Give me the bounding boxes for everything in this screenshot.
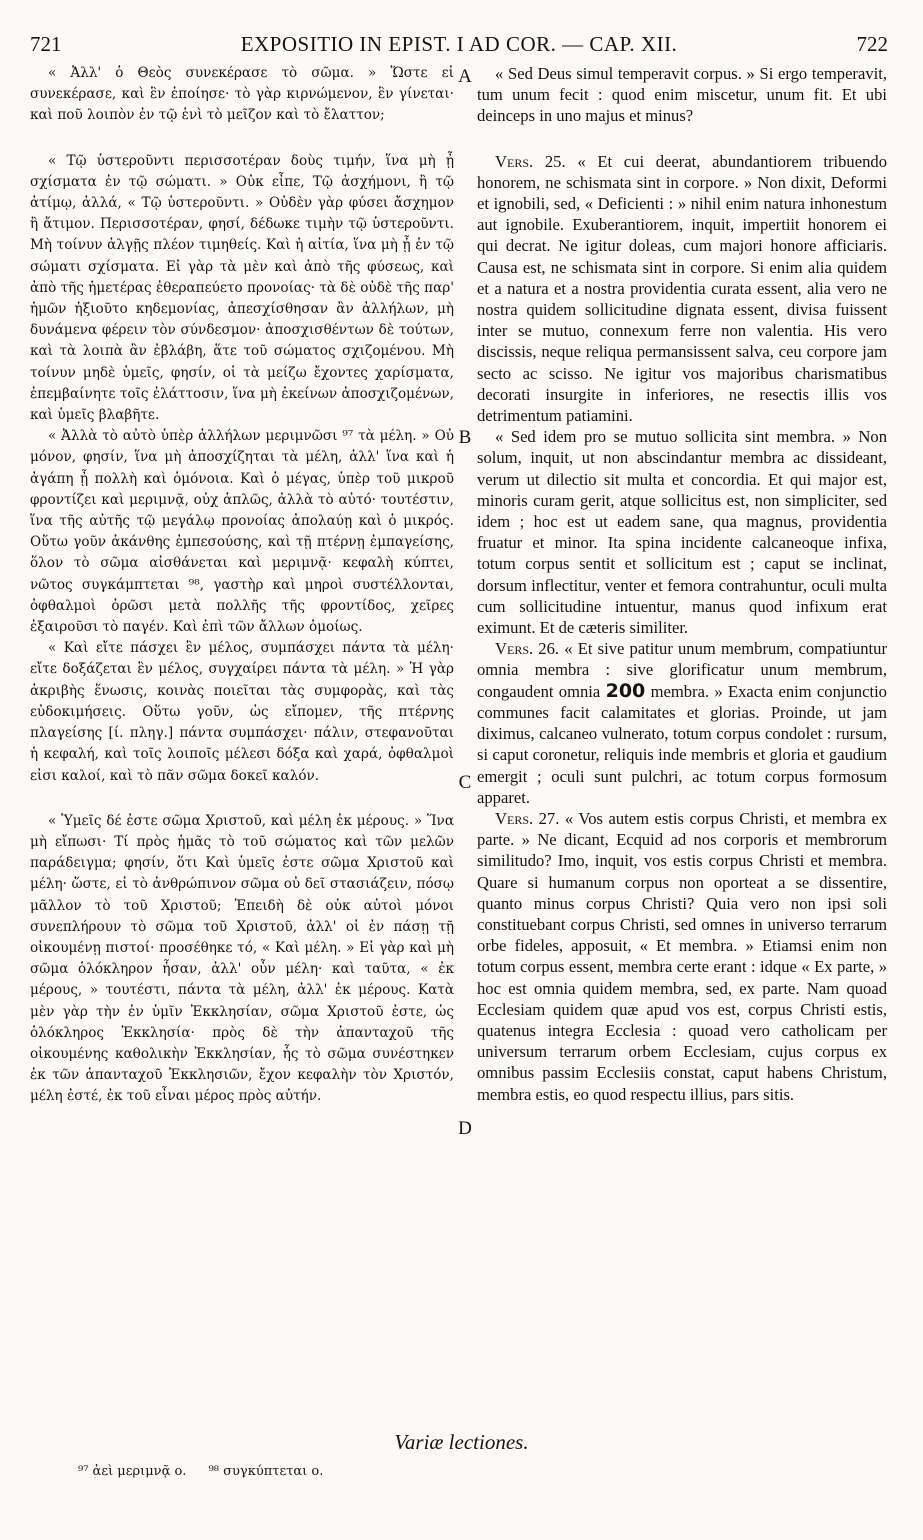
footnote-97: ⁹⁷ ἀεὶ μεριμνᾷ ο.	[78, 1464, 187, 1479]
latin-paragraph	[477, 426, 887, 638]
margin-letter-a: A	[458, 66, 472, 87]
latin-text: « Vos autem estis corpus Christi, et membra ex parte. » Ne dicant, Ecquid ad nos corporis et membrorum similitudo? Imo, inquit, vos estis corpus Christi et membra. Quare si humanum corpus non oporteat a se dissentire, quanto minus corpus Christi? Quia vero non ipsi soli constituebant corpus Christi, sed omnes in universo terrarum orbe fideles, apposuit, « Et membra. » Etiamsi enim non totum corpus essent, membra certe erant : idque « Ex parte, » hoc est omnia quidem membra, sed, ex parte. Nam quoad Ecclesiam quidem quæ apud vos est, corpus Christi estis, quatenus integra Ecclesia : quoad vero catholicam per universum terrarum orbem Ecclesiam, cujus corpus ex omnibus passim Ecclesiis constat, caput habens Christum, membra estis, eo quod respectu illius, pars sitis.	[477, 808, 887, 1104]
greek-paragraph: « Ὑμεῖς δέ ἐστε σῶμα Χριστοῦ, καὶ μέλη ἐκ μέρους. » Ἵνα μὴ εἴπωσι· Τί πρὸς ἡμᾶς τὸ τοῦ σώματος καὶ τῶν μελῶν παράδειγμα; φησίν, ὅτι Καὶ ὑμεῖς ἐστε σῶμα Χριστοῦ καὶ μέλη· ὥστε, εἰ τὸ ἀνθρώπινον σῶμα οὐ δεῖ στασιάζειν, πόσῳ μᾶλλον τὸ τοῦ Χριστοῦ; Ἐπειδὴ δὲ οὐκ αὐτοὶ μόνοι συνεπλήρουν τὸ σῶμα τοῦ Χριστοῦ, ἀλλ' οἱ ἐν πάσῃ τῇ οἰκουμένῃ πιστοί· προσέθηκε τό, « Καὶ μέλη. » Εἰ γὰρ καὶ μὴ σῶμα ὁλόκληρον ἦσαν, ἀλλ' οὖν μέλη· καὶ ταῦτα, « ἐκ μέρους, » τουτέστι, πάντα τὰ μέλη, ἀλλ' ἐκ μέρους. Κατὰ μὲν γὰρ τὴν ἐν ὑμῖν Ἐκκλησίαν, σῶμα Χριστοῦ ἐστε, ὡς ὁλόκληρος Ἐκκλησία· πρὸς δὲ τὴν ἁπανταχοῦ τῆς οἰκουμένης καθολικὴν Ἐκκλησίαν, ἧς τὸ σῶμα συνέστηκεν ἐκ τῶν ἁπανταχοῦ Ἐκκλησιῶν, ἔχον κεφαλὴν τὸν Χριστόν, μέλη ἐστέ, ἐκ τοῦ εἶναι μέρος πρὸς αὐτήν.	[30, 812, 454, 1105]
latin-text: « Sed Deus simul temperavit corpus. » Si ergo temperavit, tum unum fecit : quod enim miscetur, unum fit. Et ubi deinceps in uno majus et minus?	[477, 64, 887, 126]
latin-column	[477, 63, 887, 1423]
latin-text: « Et sive patitur unum membrum, compatiuntur omnia membra : sive glorificatur unum membrum, congaudent omnia	[477, 639, 887, 701]
latin-paragraph	[477, 63, 887, 127]
latin-text: « Et cui deerat, abundantiorem tribuendo honorem, ne schismata sint in corpore. » Non dixit, Deformi et ignobili, sed, « Deficienti : » nihil enim natura inhonestum aut ignobile. Exuberantiorem, inquit, impertiit honorem ei qui decrat. Ne igitur doleas, cum majori honore afficiaris. Causa est, ne schismata sint in corpore. Si enim alia quidem et a natura et a nostra providentia curata essent, alia vero ne nostra quidem sollicitudine dignata essent, divisa fuissent inter se mutuo, connexum ferre non valentia. His vero discissis, neque reliqua permansissent salva, ceu corpore jam secto ac scisso. Ne igitur vos majoribus charismatibus decorati insurgite in inferiores, ne resectis illis vos detrimentum patiamini.	[477, 151, 887, 426]
verse-label: Vers. 25.	[495, 151, 566, 171]
greek-column	[30, 63, 454, 1423]
verse-label: Vers. 27.	[495, 808, 560, 828]
latin-text: « Sed idem pro se mutuo sollicita sint membra. » Non solum, inquit, ut non abscindantur membra ac dissideant, verum ut dilectio sit multa et concordia. Et qui major est, minoris curam gerit, atque sollicitus est, non simpliciter, sed idem ; hoc est ut eadem sane, qua magnus, providentia fruatur et minor. Ita spina incidente calcaneoque infixa, totum corpus sentit et sollicitum est ; caput se inclinat, dorsum inflectitur, venter et femora contrahuntur, oculi multa cum sollicitudine intuentur, manus quod infixum erat eximunt. Et de cæteris similiter.	[477, 427, 887, 638]
page-number-right: 722	[856, 32, 888, 56]
margin-letter-b: B	[458, 427, 472, 448]
latin-paragraph	[477, 151, 887, 427]
greek-paragraph: « Ἀλλ' ὁ Θεὸς συνεκέρασε τὸ σῶμα. » Ὥστε εἰ συνεκέρασε, καὶ ἓν ἐποίησε· τὸ γὰρ κιρνώμενον, ἓν γίνεται· καὶ ποῦ λοιπὸν ἐν τῷ ἑνὶ τὸ μεῖζον καὶ τὸ ἔλαττον;	[30, 65, 454, 124]
variae-lectiones-heading: Variæ lectiones.	[394, 1430, 529, 1454]
footnotes	[78, 1464, 341, 1479]
page-mark: 200	[605, 679, 646, 702]
margin-letter-d: D	[458, 1118, 472, 1139]
greek-paragraph: « Καὶ εἴτε πάσχει ἓν μέλος, συμπάσχει πάντα τὰ μέλη· εἴτε δοξάζεται ἓν μέλος, συγχαίρει πάντα τὰ μέλη. » Ἡ γὰρ ἀκριβὴς ἕνωσις, κοινὰς ποιεῖται τὰς συμφορὰς, καὶ τὰς εὐδοκιμήσεις. Οὕτω γοῦν, ὡς εἴπομεν, τῆς πτέρνης πλαγείσης [ί. πληγ.] πάντα συμπάσχει· πάλιν, στεφανοῦται ἡ κεφαλή, καὶ τοῖς λοιποῖς μέλεσι δόξα καὶ χαρά, ὀφθαλμοὶ εἰσι καλοί, καὶ τὸ πᾶν σῶμα δοκεῖ καλόν.	[30, 640, 454, 784]
latin-paragraph	[477, 808, 887, 1105]
latin-text: membra. » Exacta enim conjunctio communes facit calamitates et glorias. Proinde, ut jam diximus, calcaneo vulnerato, totum corpus condolet : rursum, si caput coronetur, reliquis inde membris et gloria et gaudium emergit ; oculi sunt pulchri, ac totum corpus formosum apparet.	[477, 681, 887, 807]
verse-label: Vers. 26.	[495, 639, 560, 659]
margin-letter-c: C	[458, 772, 472, 793]
greek-paragraph: « Τῷ ὑστεροῦντι περισσοτέραν δοὺς τιμήν, ἵνα μὴ ᾖ σχίσματα ἐν τῷ σώματι. » Οὐκ εἶπε, Τῷ ἀσχήμονι, ἢ τῷ ἀτίμῳ, ἀλλά, « Τῷ ὑστεροῦντι. » Οὐδὲν γὰρ φύσει ἄσχημον ἢ ἄτιμον. Περισσοτέραν, φησί, δέδωκε τιμὴν τῷ ὑστεροῦντι. Μὴ τοίνυν ἀλγῇς πλέον τιμηθείς. Καὶ ἡ αἰτία, ἵνα μὴ ᾖ ἐν τῷ σώματι σχίσματα. Εἰ γὰρ τὰ μὲν καὶ ἀπὸ τῆς φύσεως, καὶ ἀπὸ τῆς ἡμετέρας ἐθεραπεύετο προνοίας· τὰ δὲ οὐδὲ τῆς παρ' ἡμῶν ἠξιοῦτο κηδεμονίας, ἀπεσχίσθησαν ἂν ἀλλήλων, μὴ δυνάμενα φέρειν τὸν σύνδεσμον· ἀποσχισθέντων δὲ τούτων, καὶ τὰ λοιπὰ ἂν ἐβλάβη, ἅτε τοῦ σώματος σχιζομένου. Μὴ τοίνυν μηδὲ ὑμεῖς, φησίν, οἱ τὰ μείζω ἔχοντες χαρίσματα, ἐπεμβαίνητε τοῖς ἐλάττοσιν, ἵνα μὴ ἐκείνων ἀποσχιζομένων, καὶ ὑμεῖς βλαβῆτε.	[30, 152, 454, 424]
latin-paragraph	[477, 638, 887, 808]
page-number-left: 721	[30, 32, 62, 56]
page-header	[30, 32, 888, 62]
greek-paragraph: « Ἀλλὰ τὸ αὐτὸ ὑπὲρ ἀλλήλων μεριμνῶσι ⁹⁷ τὰ μέλη. » Οὐ μόνον, φησίν, ἵνα μὴ ἀποσχίζηται τὰ μέλη, ἀλλ' ἵνα καὶ ἡ ἀγάπη ᾖ πολλὴ καὶ ὁμόνοια. Καὶ ὁ μέγας, ὑπὲρ τοῦ μικροῦ φροντίζει καὶ μεριμνᾷ, οὐχ ἁπλῶς, ἀλλὰ τὸ αὐτό· τουτέστιν, ἵνα τῆς αὐτῆς τῷ μεγάλῳ προνοίας ἀπολαύῃ καὶ ὁ μικρός. Οὕτω γοῦν ἀκάνθης ἐμπεσούσης, καὶ τῇ πτέρνῃ ἐμπαγείσης, ὅλον τὸ σῶμα αἰσθάνεται καὶ μεριμνᾷ· κεφαλὴ κύπτει, νῶτος συγκάμπτεται ⁹⁸, γαστὴρ καὶ μηροὶ συστέλλονται, ὀφθαλμοὶ ὁρῶσι μετὰ πολλῆς τῆς φροντίδος, χεῖρες ἐξαιροῦσι τὸ παγέν. Καὶ ἐπὶ τῶν ἄλλων ὁμοίως.	[30, 428, 454, 636]
footnote-98: ⁹⁸ συγκύπτεται ο.	[208, 1464, 324, 1479]
running-title: EXPOSITIO IN EPIST. I AD COR. — CAP. XII.	[240, 32, 678, 56]
